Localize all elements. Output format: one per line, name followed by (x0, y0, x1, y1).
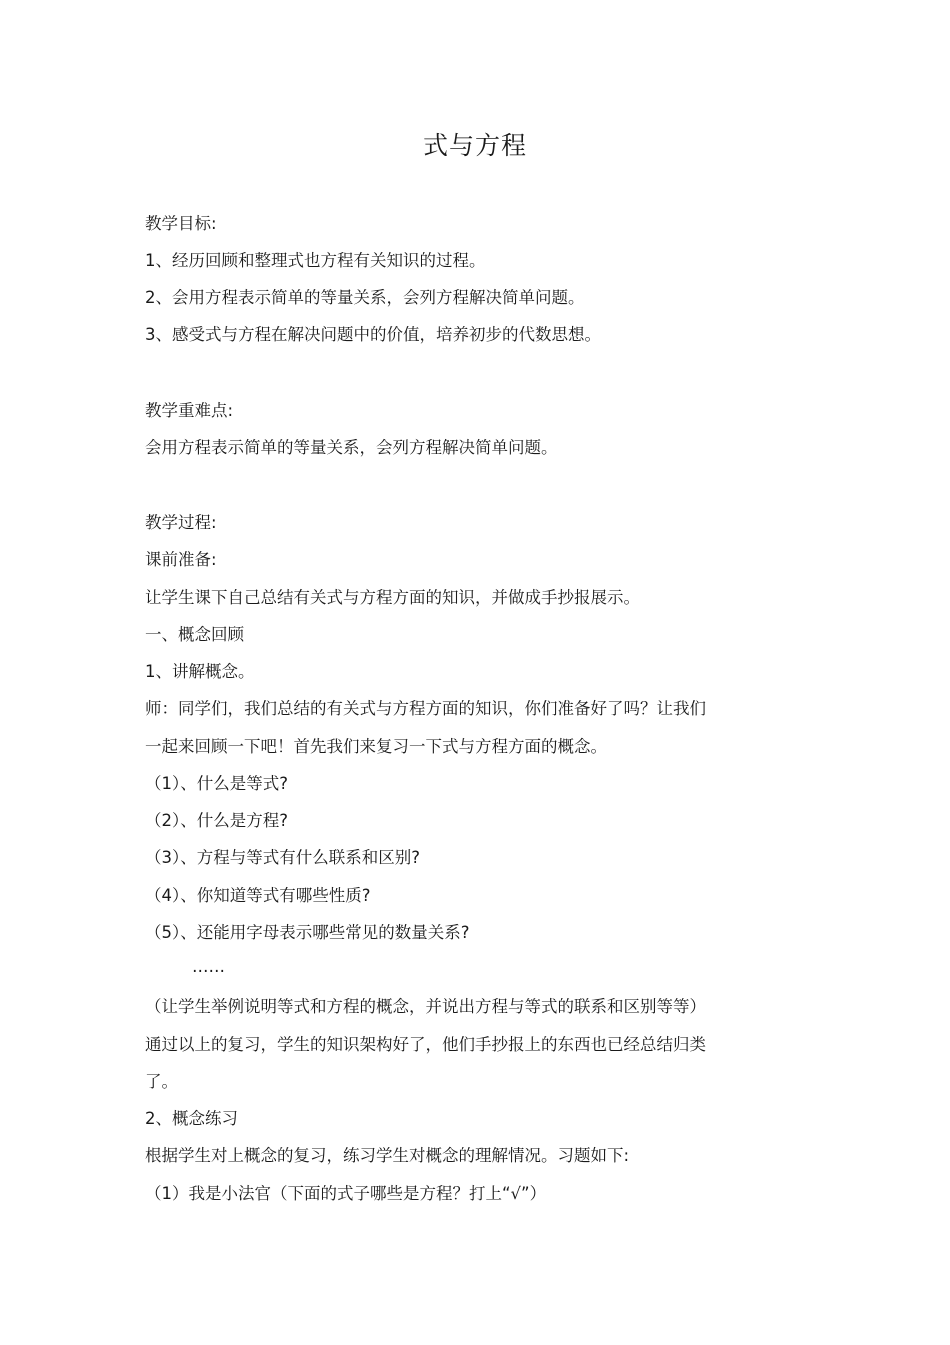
question-2: （2）、什么是方程? (145, 811, 289, 830)
review-summary-line-1: 通过以上的复习，学生的知识架构好了，他们手抄报上的东西也已经总结归类 (145, 1035, 706, 1054)
question-1: （1）、什么是等式? (145, 774, 289, 793)
goal-item-2: 2、会用方程表示简单的等量关系，会列方程解决简单问题。 (145, 288, 585, 307)
document-title: 式与方程 (422, 131, 527, 160)
preparation-text: 让学生课下自己总结有关式与方程方面的知识，并做成手抄报展示。 (145, 588, 640, 607)
step-explain-concepts: 1、讲解概念。 (145, 662, 255, 681)
ellipsis: …… (192, 957, 225, 976)
preparation-heading: 课前准备: (145, 550, 217, 569)
practice-intro: 根据学生对上概念的复习，练习学生对概念的理解情况。习题如下: (145, 1146, 630, 1165)
key-points-heading: 教学重难点: (145, 401, 234, 420)
teacher-speech-line-1: 师：同学们，我们总结的有关式与方程方面的知识，你们准备好了吗？让我们 (145, 699, 706, 718)
teacher-speech-line-2: 一起来回顾一下吧！首先我们来复习一下式与方程方面的概念。 (145, 737, 607, 756)
question-5: （5）、还能用字母表示哪些常见的数量关系? (145, 923, 470, 942)
key-points-text: 会用方程表示简单的等量关系，会列方程解决简单问题。 (145, 438, 558, 457)
review-summary-line-2: 了。 (145, 1072, 178, 1091)
question-3: （3）、方程与等式有什么联系和区别? (145, 848, 421, 867)
section-concept-review: 一、概念回顾 (145, 625, 244, 644)
step-concept-practice: 2、概念练习 (145, 1109, 238, 1128)
process-heading: 教学过程: (145, 513, 217, 532)
student-examples-note: （让学生举例说明等式和方程的概念，并说出方程与等式的联系和区别等等） (145, 997, 706, 1016)
teaching-goals-heading: 教学目标: (145, 214, 217, 233)
question-4: （4）、你知道等式有哪些性质? (145, 886, 371, 905)
goal-item-1: 1、经历回顾和整理式也方程有关知识的过程。 (145, 251, 486, 270)
exercise-1-heading: （1）我是小法官（下面的式子哪些是方程？打上“√”） (145, 1184, 547, 1203)
goal-item-3: 3、感受式与方程在解决问题中的价值，培养初步的代数思想。 (145, 325, 601, 344)
